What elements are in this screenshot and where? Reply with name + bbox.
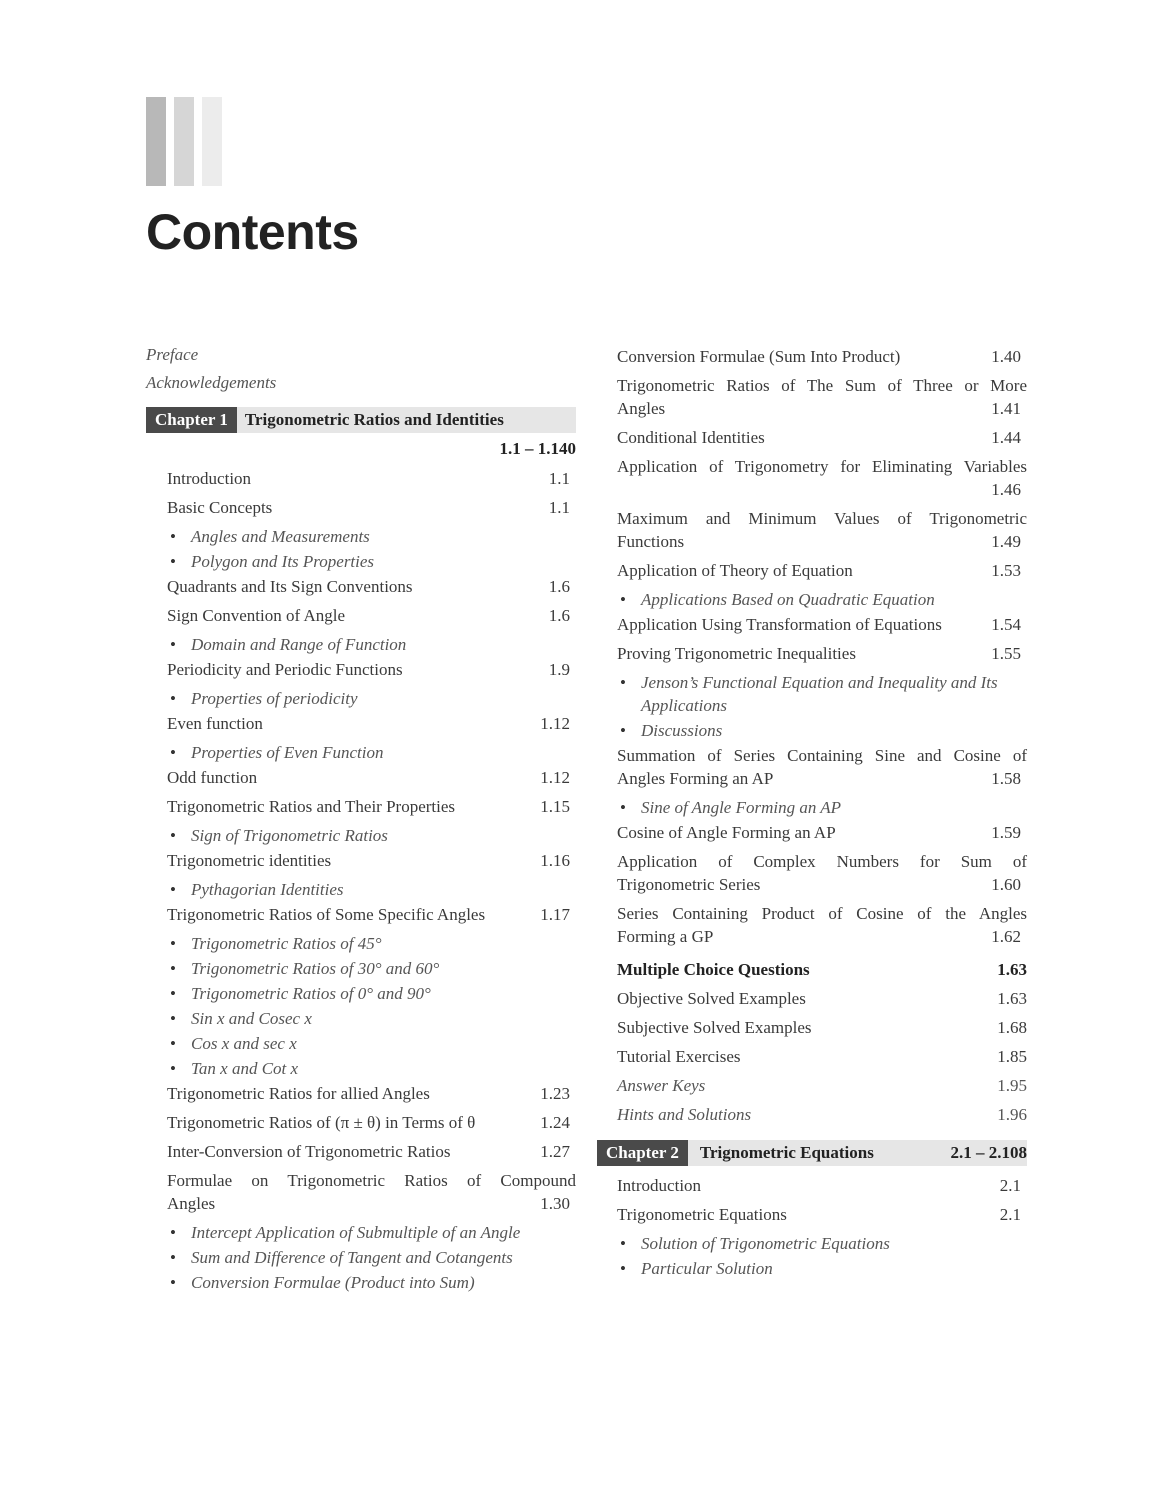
- toc-exercise-entry[interactable]: Hints and Solutions 1.96: [617, 1105, 1027, 1124]
- chapter-1-label: Chapter 1: [146, 407, 237, 433]
- front-matter-acknowledgements[interactable]: Acknowledgements: [146, 373, 277, 392]
- chapter-1-right-entries: [617, 345, 1027, 1126]
- toc-exercise-entry[interactable]: Answer Keys 1.95: [617, 1076, 1027, 1095]
- toc-entry[interactable]: Trigonometric Ratios for allied Angles 1.23: [167, 1084, 570, 1103]
- toc-entry[interactable]: Application Using Transformation of Equations 1.54: [617, 615, 1021, 634]
- toc-subentry[interactable]: • Properties of periodicity: [167, 687, 576, 710]
- toc-entry[interactable]: Summation of Series Containing Sine and Cosine of Angles Forming an AP 1.58: [617, 746, 1027, 788]
- toc-exercise-entry[interactable]: Tutorial Exercises 1.85: [617, 1047, 1027, 1066]
- toc-entry[interactable]: Application of Complex Numbers for Sum of Trigonometric Series 1.60: [617, 852, 1027, 894]
- toc-entry[interactable]: Quadrants and Its Sign Conventions 1.6: [167, 577, 570, 596]
- front-matter-preface[interactable]: Preface: [146, 345, 199, 364]
- toc-exercise-entry[interactable]: Subjective Solved Examples 1.68: [617, 1018, 1027, 1037]
- toc-subentry[interactable]: • Conversion Formulae (Product into Sum): [167, 1271, 576, 1294]
- chapter-1-header[interactable]: [146, 407, 576, 433]
- toc-subentry[interactable]: • Pythagorian Identities: [167, 878, 576, 901]
- toc-entry[interactable]: Periodicity and Periodic Functions 1.9: [167, 660, 570, 679]
- toc-entry[interactable]: Application of Trigonometry for Eliminating Variables 1.46: [617, 457, 1027, 499]
- toc-exercise-entry[interactable]: Objective Solved Examples 1.63: [617, 989, 1027, 1008]
- toc-entry[interactable]: Trigonometric Ratios of The Sum of Three or More Angles 1.41: [617, 376, 1027, 418]
- toc-entry[interactable]: Application of Theory of Equation 1.53: [617, 561, 1021, 580]
- toc-entry[interactable]: Inter-Conversion of Trigonometric Ratios 1.27: [167, 1142, 570, 1161]
- toc-entry[interactable]: Introduction 2.1: [617, 1176, 1021, 1195]
- toc-subentry[interactable]: • Sum and Difference of Tangent and Cotangents: [167, 1246, 576, 1269]
- toc-subentry[interactable]: • Angles and Measurements: [167, 525, 576, 548]
- toc-subentry[interactable]: • Sine of Angle Forming an AP: [617, 796, 1027, 819]
- toc-subentry[interactable]: • Sign of Trigonometric Ratios: [167, 824, 576, 847]
- toc-subentry[interactable]: • Domain and Range of Function: [167, 633, 576, 656]
- toc-subentry[interactable]: • Tan x and Cot x: [167, 1057, 576, 1080]
- toc-subentry[interactable]: • Polygon and Its Properties: [167, 550, 576, 573]
- chapter-2-label: Chapter 2: [597, 1140, 688, 1166]
- toc-entry[interactable]: Conditional Identities 1.44: [617, 428, 1021, 447]
- toc-subentry[interactable]: • Trigonometric Ratios of 45°: [167, 932, 576, 955]
- toc-subentry[interactable]: • Particular Solution: [617, 1257, 1027, 1280]
- toc-subentry[interactable]: • Solution of Trigonometric Equations: [617, 1232, 1027, 1255]
- toc-entry[interactable]: Sign Convention of Angle 1.6: [167, 606, 570, 625]
- chapter-2-header[interactable]: [597, 1140, 1027, 1166]
- toc-subentry[interactable]: • Intercept Application of Submultiple of an Angle: [167, 1221, 576, 1244]
- decorative-bar: [146, 97, 166, 186]
- toc-entry[interactable]: Trigonometric Ratios of (π ± θ) in Terms of θ 1.24: [167, 1113, 570, 1132]
- contents-left-column: [146, 345, 576, 1296]
- chapter-1-left-entries: [146, 467, 576, 1294]
- chapter-2-page-range: 2.1 – 2.108: [950, 1143, 1027, 1162]
- toc-entry[interactable]: Basic Concepts 1.1: [167, 498, 570, 517]
- toc-subentry[interactable]: • Trigonometric Ratios of 30° and 60°: [167, 957, 576, 980]
- toc-exercise-entry[interactable]: Multiple Choice Questions 1.63: [617, 960, 1027, 979]
- page-title: Contents: [146, 204, 359, 260]
- toc-subentry[interactable]: • Cos x and sec x: [167, 1032, 576, 1055]
- toc-entry[interactable]: Formulae on Trigonometric Ratios of Compound Angles 1.30: [167, 1171, 576, 1213]
- toc-entry[interactable]: Cosine of Angle Forming an AP 1.59: [617, 823, 1021, 842]
- toc-entry[interactable]: Maximum and Minimum Values of Trigonometric Functions 1.49: [617, 509, 1027, 551]
- decorative-bar: [202, 97, 222, 186]
- toc-subentry[interactable]: • Discussions: [617, 719, 1027, 742]
- toc-entry[interactable]: Series Containing Product of Cosine of the Angles Forming a GP 1.62: [617, 904, 1027, 946]
- toc-subentry[interactable]: • Applications Based on Quadratic Equation: [617, 588, 1027, 611]
- toc-entry[interactable]: Trigonometric Ratios and Their Properties 1.15: [167, 797, 570, 816]
- chapter-1-title: Trigonometric Ratios and Identities: [244, 410, 504, 429]
- toc-subentry[interactable]: • Trigonometric Ratios of 0° and 90°: [167, 982, 576, 1005]
- toc-subentry[interactable]: • Jenson’s Functional Equation and Inequality and Its Applications: [617, 671, 1027, 717]
- toc-entry[interactable]: Even function 1.12: [167, 714, 570, 733]
- chapter-2-title: Trignometric Equations: [699, 1143, 874, 1162]
- toc-entry[interactable]: Trigonometric Equations 2.1: [617, 1205, 1021, 1224]
- toc-entry[interactable]: Conversion Formulae (Sum Into Product) 1.40: [617, 347, 1021, 366]
- toc-entry[interactable]: Odd function 1.12: [167, 768, 570, 787]
- toc-entry[interactable]: Trigonometric Ratios of Some Specific Angles 1.17: [167, 905, 570, 924]
- contents-right-column: [606, 345, 1027, 1282]
- chapter-1-page-range: 1.1 – 1.140: [499, 439, 576, 458]
- decorative-bar: [174, 97, 194, 186]
- toc-entry[interactable]: Proving Trigonometric Inequalities 1.55: [617, 644, 1021, 663]
- toc-entry[interactable]: Introduction 1.1: [167, 469, 570, 488]
- toc-entry[interactable]: Trigonometric identities 1.16: [167, 851, 570, 870]
- chapter-2-entries: [617, 1174, 1027, 1280]
- toc-subentry[interactable]: • Sin x and Cosec x: [167, 1007, 576, 1030]
- toc-subentry[interactable]: • Properties of Even Function: [167, 741, 576, 764]
